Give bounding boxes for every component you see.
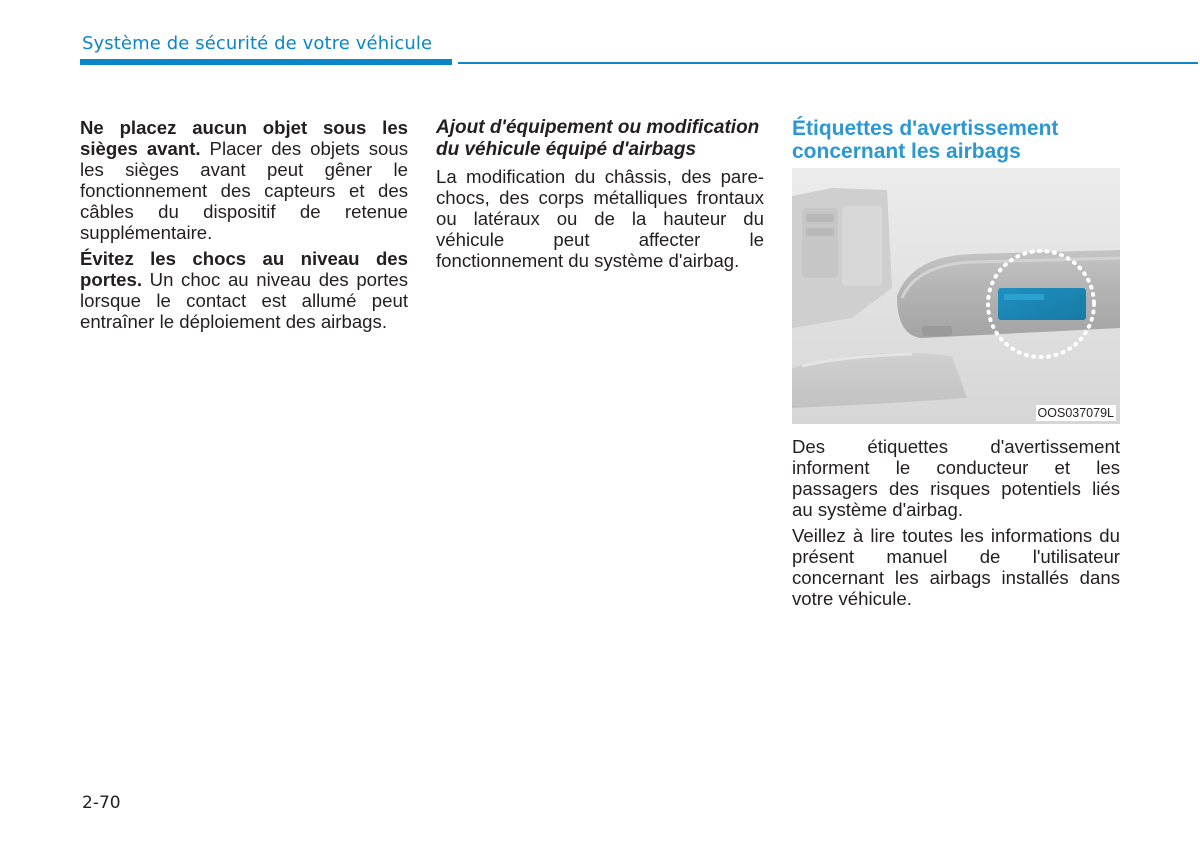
paragraph-doors-text: Un choc au niveau des portes lorsque le contact est allumé peut entraîner le déploiement des airbags.	[80, 269, 408, 332]
paragraph-labels-inform: Des étiquettes d'avertissement informent le conducteur et les passagers des risques potentiels liés au système d'airbag.	[792, 436, 1120, 520]
paragraph-modification: La modification du châssis, des pare-chocs, des corps métalliques frontaux ou latéraux ou de la hauteur du véhicule peut affecter le fonctionnement du système d'airbag.	[436, 166, 764, 271]
paragraph-read-manual: Veillez à lire toutes les informations du présent manuel de l'utilisateur concernant les airbags installés dans votre véhicule.	[792, 525, 1120, 609]
section-title-warning-labels: Étiquettes d'avertissement concernant les airbags	[792, 117, 1059, 163]
sun-visor-illustration	[792, 168, 1120, 424]
header-rule-thin	[458, 62, 1198, 64]
header-rule-thick	[80, 59, 452, 65]
paragraph-doors-lead: Évitez les chocs au niveau des portes.	[80, 248, 408, 290]
photo-reference-code: OOS037079L	[1037, 406, 1114, 420]
paragraph-seats-text: Placer des objets sous les sièges avant peut gêner le fonctionnement des capteurs et des câbles du dispositif de retenue supplémentaire.	[80, 138, 408, 243]
column-middle	[436, 117, 764, 276]
paragraph-seats-lead: Ne placez aucun objet sous les sièges avant.	[80, 117, 408, 159]
column-left	[80, 117, 408, 337]
page-number: 2-70	[82, 793, 121, 813]
paragraph-seats	[80, 117, 408, 243]
subheading-modification: Ajout d'équipement ou modification du véhicule équipé d'airbags	[436, 117, 760, 160]
paragraph-doors	[80, 248, 408, 332]
sun-visor-photo	[792, 168, 1120, 424]
page-header-title: Système de sécurité de votre véhicule	[82, 33, 433, 54]
column-right	[792, 117, 1120, 614]
